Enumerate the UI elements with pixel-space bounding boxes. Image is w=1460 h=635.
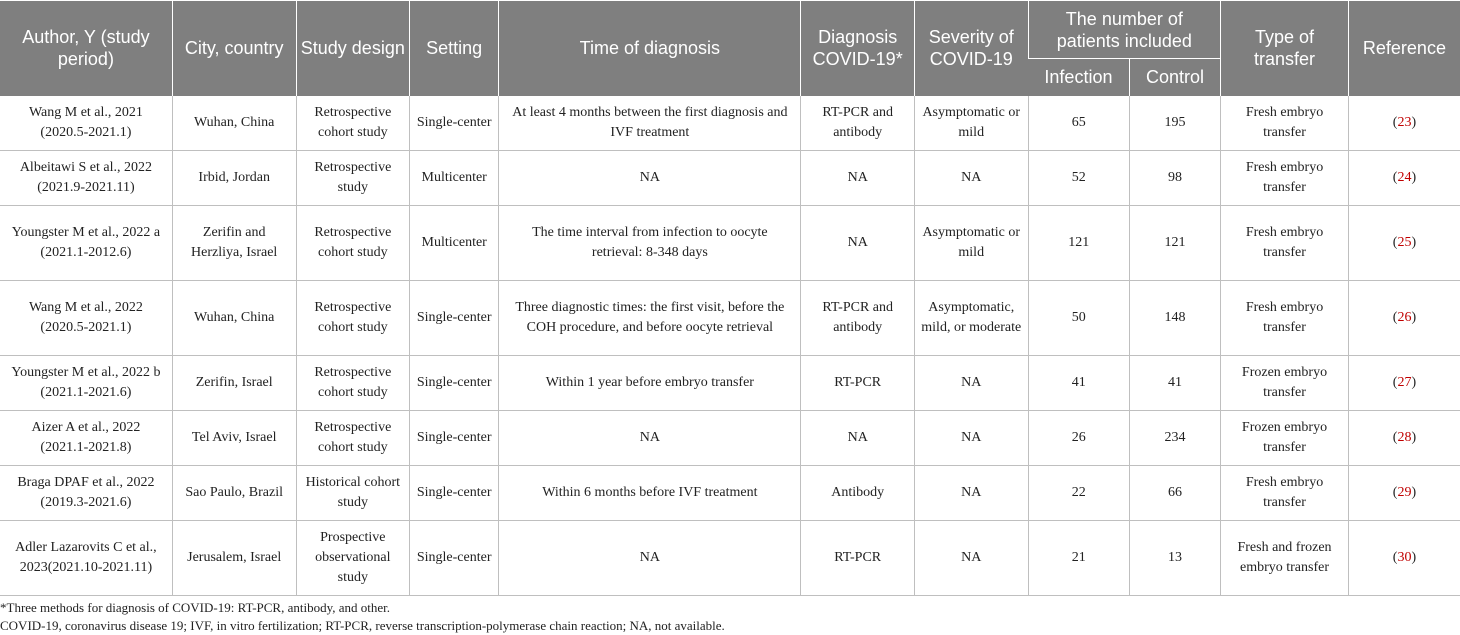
- cell-author: Albeitawi S et al., 2022 (2021.9-2021.11): [0, 151, 172, 206]
- cell-city: Jerusalem, Israel: [172, 521, 296, 596]
- cell-city: Tel Aviv, Israel: [172, 411, 296, 466]
- cell-time: The time interval from infection to oocyte retrieval: 8-348 days: [499, 206, 801, 281]
- cell-setting: Single-center: [410, 411, 499, 466]
- reference-link[interactable]: 26: [1397, 310, 1412, 325]
- cell-control: 66: [1129, 466, 1220, 521]
- cell-reference: (27): [1348, 356, 1460, 411]
- cell-reference: (23): [1348, 96, 1460, 151]
- table-row: [0, 466, 1460, 521]
- cell-design: Prospective observational study: [296, 521, 410, 596]
- reference-link[interactable]: 24: [1397, 170, 1412, 185]
- cell-infection: 21: [1028, 521, 1129, 596]
- cell-transfer: Frozen embryo transfer: [1221, 356, 1349, 411]
- cell-infection: 121: [1028, 206, 1129, 281]
- cell-author: Braga DPAF et al., 2022 (2019.3-2021.6): [0, 466, 172, 521]
- cell-transfer: Fresh embryo transfer: [1221, 96, 1349, 151]
- cell-author: Adler Lazarovits C et al., 2023(2021.10-2021.11): [0, 521, 172, 596]
- table-row: [0, 151, 1460, 206]
- header-patient-number: The number of patients included: [1028, 1, 1221, 59]
- cell-design: Historical cohort study: [296, 466, 410, 521]
- cell-time: NA: [499, 151, 801, 206]
- cell-reference: (26): [1348, 281, 1460, 356]
- table-footnotes: [0, 599, 1460, 635]
- cell-design: Retrospective cohort study: [296, 356, 410, 411]
- cell-severity: Asymptomatic or mild: [914, 96, 1028, 151]
- cell-city: Zerifin and Herzliya, Israel: [172, 206, 296, 281]
- header-reference: Reference: [1348, 1, 1460, 96]
- cell-severity: Asymptomatic, mild, or moderate: [914, 281, 1028, 356]
- header-diagnosis: Diagnosis COVID-19*: [801, 1, 915, 96]
- footnote-diagnosis-methods: *Three methods for diagnosis of COVID-19: RT-PCR, antibody, and other.: [0, 600, 391, 615]
- table-row: [0, 96, 1460, 151]
- cell-infection: 26: [1028, 411, 1129, 466]
- cell-author: Wang M et al., 2022 (2020.5-2021.1): [0, 281, 172, 356]
- cell-setting: Multicenter: [410, 151, 499, 206]
- cell-design: Retrospective cohort study: [296, 411, 410, 466]
- cell-severity: Asymptomatic or mild: [914, 206, 1028, 281]
- header-severity: Severity of COVID-19: [914, 1, 1028, 96]
- cell-city: Wuhan, China: [172, 281, 296, 356]
- cell-diagnosis: RT-PCR and antibody: [801, 281, 915, 356]
- cell-transfer: Fresh embryo transfer: [1221, 206, 1349, 281]
- cell-diagnosis: NA: [801, 411, 915, 466]
- cell-transfer: Fresh embryo transfer: [1221, 281, 1349, 356]
- cell-infection: 22: [1028, 466, 1129, 521]
- table-row: [0, 356, 1460, 411]
- cell-design: Retrospective study: [296, 151, 410, 206]
- cell-setting: Single-center: [410, 281, 499, 356]
- cell-reference: (24): [1348, 151, 1460, 206]
- cell-control: 234: [1129, 411, 1220, 466]
- cell-setting: Single-center: [410, 466, 499, 521]
- cell-setting: Single-center: [410, 96, 499, 151]
- header-transfer: Type of transfer: [1221, 1, 1349, 96]
- cell-control: 41: [1129, 356, 1220, 411]
- cell-setting: Multicenter: [410, 206, 499, 281]
- cell-time: At least 4 months between the first diagnosis and IVF treatment: [499, 96, 801, 151]
- header-city: City, country: [172, 1, 296, 96]
- reference-link[interactable]: 27: [1397, 375, 1412, 390]
- cell-setting: Single-center: [410, 356, 499, 411]
- cell-city: Zerifin, Israel: [172, 356, 296, 411]
- cell-design: Retrospective cohort study: [296, 206, 410, 281]
- cell-author: Aizer A et al., 2022 (2021.1-2021.8): [0, 411, 172, 466]
- table-row: [0, 206, 1460, 281]
- cell-city: Irbid, Jordan: [172, 151, 296, 206]
- cell-infection: 41: [1028, 356, 1129, 411]
- cell-reference: (29): [1348, 466, 1460, 521]
- cell-diagnosis: NA: [801, 151, 915, 206]
- cell-time: NA: [499, 411, 801, 466]
- cell-design: Retrospective cohort study: [296, 96, 410, 151]
- cell-diagnosis: RT-PCR: [801, 521, 915, 596]
- cell-time: Within 6 months before IVF treatment: [499, 466, 801, 521]
- cell-reference: (30): [1348, 521, 1460, 596]
- cell-author: Youngster M et al., 2022 b (2021.1-2021.6): [0, 356, 172, 411]
- footnote-abbreviations: COVID-19, coronavirus disease 19; IVF, in vitro fertilization; RT-PCR, reverse transcription-polymerase chain reaction; NA, not available.: [0, 618, 725, 633]
- header-time: Time of diagnosis: [499, 1, 801, 96]
- cell-transfer: Frozen embryo transfer: [1221, 411, 1349, 466]
- cell-time: Within 1 year before embryo transfer: [499, 356, 801, 411]
- cell-infection: 50: [1028, 281, 1129, 356]
- reference-link[interactable]: 25: [1397, 235, 1412, 250]
- cell-control: 13: [1129, 521, 1220, 596]
- header-design: Study design: [296, 1, 410, 96]
- cell-control: 121: [1129, 206, 1220, 281]
- reference-link[interactable]: 29: [1397, 485, 1412, 500]
- cell-infection: 52: [1028, 151, 1129, 206]
- cell-time: NA: [499, 521, 801, 596]
- reference-link[interactable]: 23: [1397, 114, 1412, 130]
- header-infection: Infection: [1028, 59, 1129, 96]
- cell-diagnosis: NA: [801, 206, 915, 281]
- header-author: Author, Y (study period): [0, 1, 172, 96]
- cell-city: Wuhan, China: [172, 96, 296, 151]
- reference-link[interactable]: 28: [1397, 430, 1412, 445]
- cell-reference: (25): [1348, 206, 1460, 281]
- cell-design: Retrospective cohort study: [296, 281, 410, 356]
- cell-time: Three diagnostic times: the first visit, before the COH procedure, and before oocyte retrieval: [499, 281, 801, 356]
- cell-severity: NA: [914, 466, 1028, 521]
- cell-severity: NA: [914, 411, 1028, 466]
- cell-control: 98: [1129, 151, 1220, 206]
- table-row: [0, 411, 1460, 466]
- cell-transfer: Fresh embryo transfer: [1221, 151, 1349, 206]
- reference-link[interactable]: 30: [1397, 550, 1412, 565]
- cell-city: Sao Paulo, Brazil: [172, 466, 296, 521]
- cell-severity: NA: [914, 151, 1028, 206]
- table-row: [0, 521, 1460, 596]
- table-row: [0, 281, 1460, 356]
- cell-author: Wang M et al., 2021 (2020.5-2021.1): [0, 96, 172, 151]
- header-setting: Setting: [410, 1, 499, 96]
- cell-diagnosis: RT-PCR and antibody: [801, 96, 915, 151]
- cell-control: 195: [1129, 96, 1220, 151]
- cell-infection: 65: [1028, 96, 1129, 151]
- header-control: Control: [1129, 59, 1220, 96]
- cell-control: 148: [1129, 281, 1220, 356]
- cell-diagnosis: RT-PCR: [801, 356, 915, 411]
- cell-reference: (28): [1348, 411, 1460, 466]
- cell-diagnosis: Antibody: [801, 466, 915, 521]
- cell-transfer: Fresh and frozen embryo transfer: [1221, 521, 1349, 596]
- cell-severity: NA: [914, 356, 1028, 411]
- cell-author: Youngster M et al., 2022 a (2021.1-2012.6): [0, 206, 172, 281]
- cell-severity: NA: [914, 521, 1028, 596]
- cell-setting: Single-center: [410, 521, 499, 596]
- cell-transfer: Fresh embryo transfer: [1221, 466, 1349, 521]
